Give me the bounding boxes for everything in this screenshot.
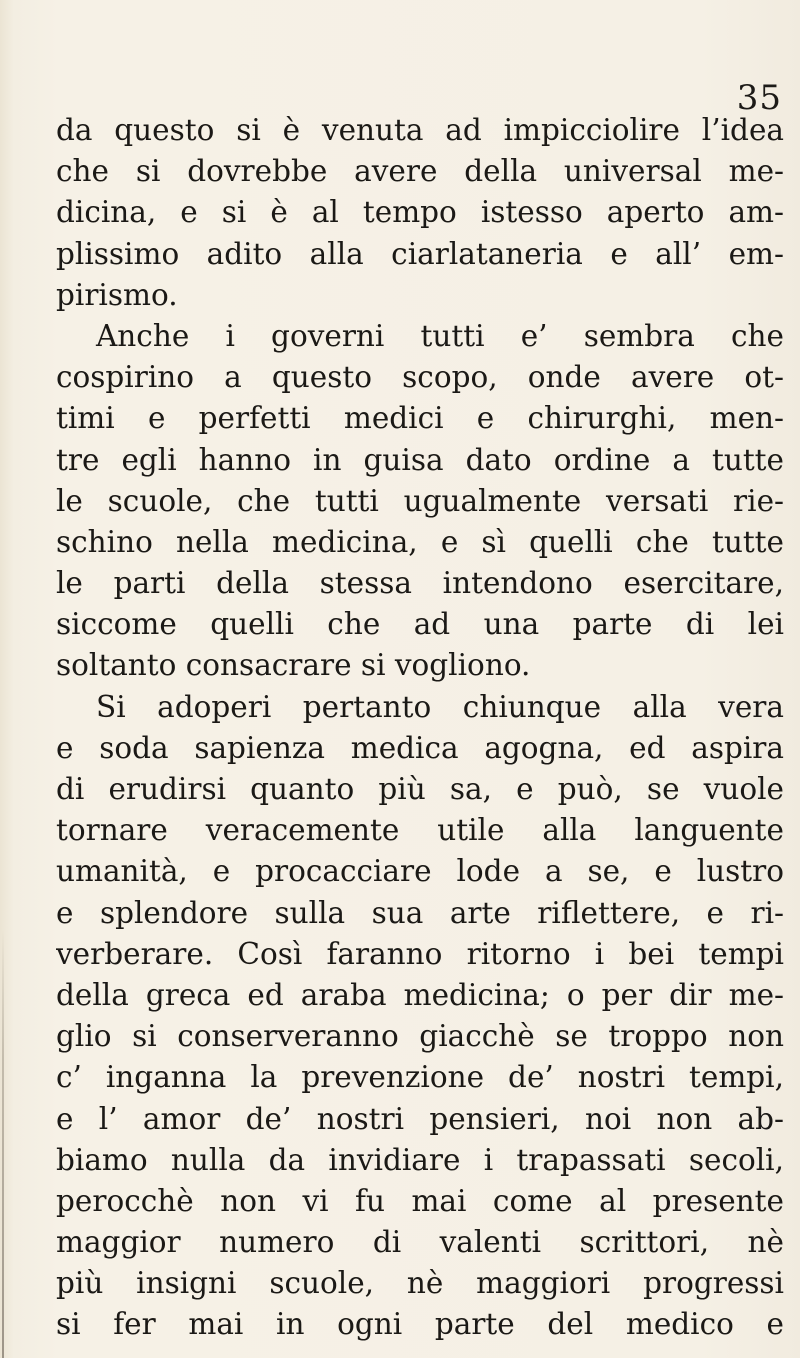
text-line: le parti della stessa intendono esercitare, [56, 566, 784, 601]
text-line: più insigni scuole, nè maggiori progressi [56, 1266, 784, 1301]
text-line: verberare. Così faranno ritorno i bei tempi [56, 936, 784, 971]
text-line: glio si conserveranno giacchè se troppo non [56, 1019, 784, 1054]
text-line: dicina, e si è al tempo istesso aperto am- [56, 195, 784, 230]
text-line: che si dovrebbe avere della universal me- [56, 154, 784, 189]
text-line: c’ inganna la prevenzione de’ nostri tempi, [56, 1060, 784, 1095]
text-line: di erudirsi quanto più sa, e può, se vuole [56, 772, 784, 806]
text-line: soltanto consacrare si vogliono. [56, 648, 531, 683]
text-line: timi e perfetti medici e chirurghi, men- [56, 401, 784, 436]
text-line: e l’ amor de’ nostri pensieri, noi non ab- [56, 1101, 784, 1136]
page-edge-shadow [2, 930, 4, 1358]
text-line: plissimo adito alla ciarlataneria e all’ em- [56, 236, 784, 271]
body-text [56, 110, 784, 1346]
text-line: perocchè non vi fu mai come al presente [56, 1183, 784, 1218]
text-line: e splendore sulla sua arte riflettere, e ri- [56, 895, 784, 930]
text-line: le scuole, che tutti ugualmente versati rie- [56, 483, 784, 518]
text-line: schino nella medicina, e sì quelli che tutte [56, 524, 784, 559]
text-line: biamo nulla da invidiare i trapassati secoli, [56, 1142, 784, 1177]
text-line: tre egli hanno in guisa dato ordine a tutte [56, 442, 784, 477]
text-line: Si adoperi pertanto chiunque alla vera [96, 689, 784, 724]
text-line: tornare veracemente utile alla languente [56, 813, 784, 848]
text-line: Anche i governi tutti e’ sembra che [96, 318, 784, 353]
text-line: e soda sapienza medica agogna, ed aspira [56, 730, 784, 765]
text-line: siccome quelli che ad una parte di lei [56, 607, 784, 642]
text-line: da questo si è venuta ad impicciolire l’idea [56, 113, 784, 147]
text-line: pirismo. [56, 277, 178, 312]
text-line: cospirino a questo scopo, onde avere ot- [56, 360, 784, 395]
text-line: maggior numero di valenti scrittori, nè [56, 1225, 784, 1260]
text-line: umanità, e procacciare lode a se, e lustro [56, 854, 784, 889]
page-number: 35 [736, 78, 782, 118]
text-line: della greca ed araba medicina; o per dir me- [56, 977, 784, 1012]
text-line: si fer mai in ogni parte del medico e [56, 1307, 784, 1342]
